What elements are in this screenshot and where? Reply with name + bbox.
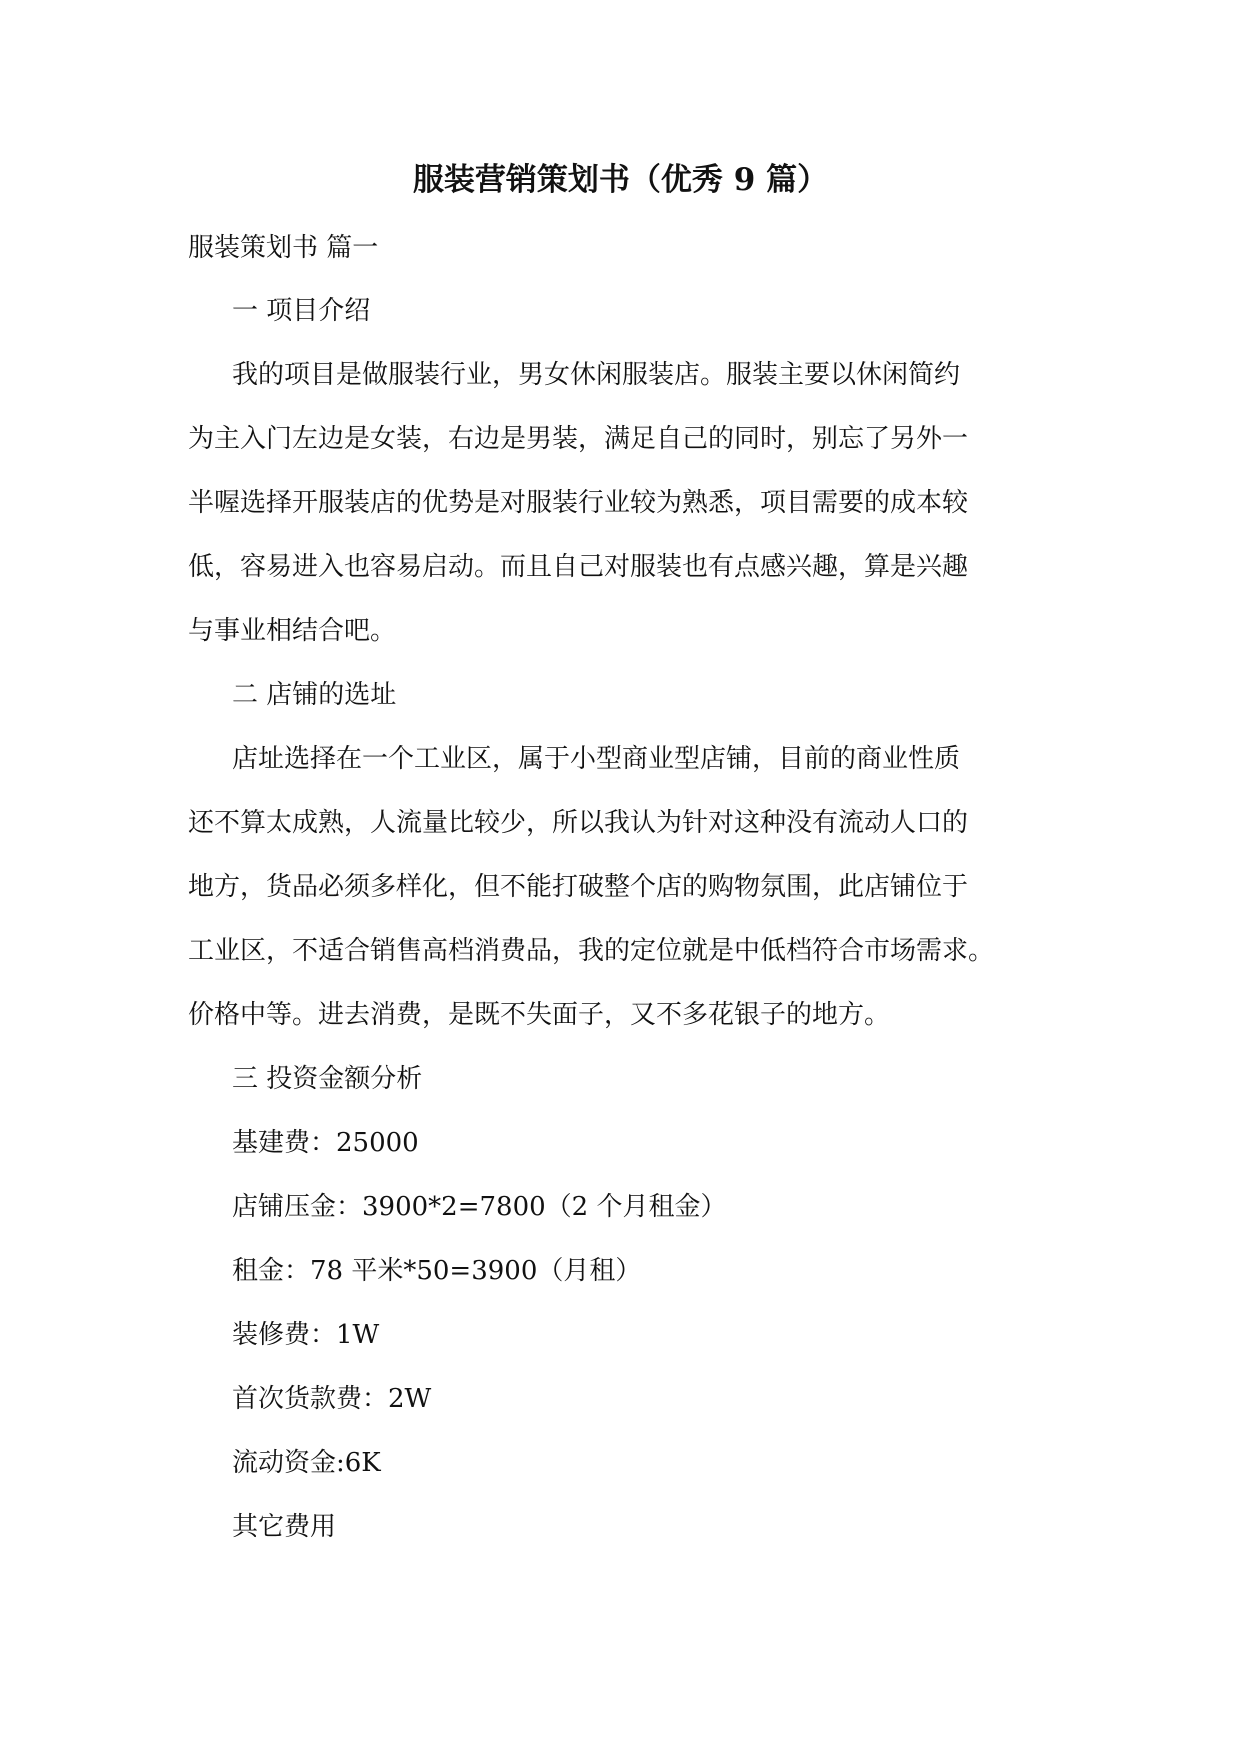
section-1-paragraph-line: 低，容易进入也容易启动。而且自己对服装也有点感兴趣，算是兴趣: [188, 552, 969, 582]
document-subtitle: 服装策划书 篇一: [188, 233, 379, 263]
section-1-paragraph-line: 为主入门左边是女装，右边是男装，满足自己的同时，别忘了另外一: [188, 424, 969, 454]
section-1-heading: 一 项目介绍: [232, 296, 371, 326]
investment-item: 流动资金:6K: [232, 1448, 381, 1478]
section-2-paragraph-line: 还不算太成熟，人流量比较少，所以我认为针对这种没有流动人口的: [188, 808, 969, 838]
investment-item: 其它费用: [232, 1512, 337, 1542]
document-title: 服装营销策划书（优秀 9 篇）: [412, 162, 829, 198]
section-2-paragraph-line: 店址选择在一个工业区，属于小型商业型店铺，目前的商业性质: [232, 744, 961, 774]
section-2-paragraph-line: 工业区，不适合销售高档消费品，我的定位就是中低档符合市场需求。: [188, 936, 995, 966]
section-2-paragraph-line: 价格中等。进去消费，是既不失面子，又不多花银子的地方。: [188, 1000, 891, 1030]
investment-item: 装修费：1W: [232, 1320, 380, 1350]
investment-item: 基建费：25000: [232, 1128, 419, 1158]
section-1-paragraph-line: 与事业相结合吧。: [188, 616, 397, 646]
section-3-heading: 三 投资金额分析: [232, 1064, 423, 1094]
section-2-heading: 二 店铺的选址: [232, 680, 397, 710]
investment-item: 租金：78 平米*50=3900（月租）: [232, 1256, 642, 1286]
investment-item: 店铺压金：3900*2=7800（2 个月租金）: [232, 1192, 727, 1222]
section-2-paragraph-line: 地方，货品必须多样化，但不能打破整个店的购物氛围，此店铺位于: [188, 872, 969, 902]
section-1-paragraph-line: 半喔选择开服装店的优势是对服装行业较为熟悉，项目需要的成本较: [188, 488, 969, 518]
section-1-paragraph-line: 我的项目是做服装行业，男女休闲服装店。服装主要以休闲简约: [232, 360, 961, 390]
investment-item: 首次货款费：2W: [232, 1384, 432, 1414]
